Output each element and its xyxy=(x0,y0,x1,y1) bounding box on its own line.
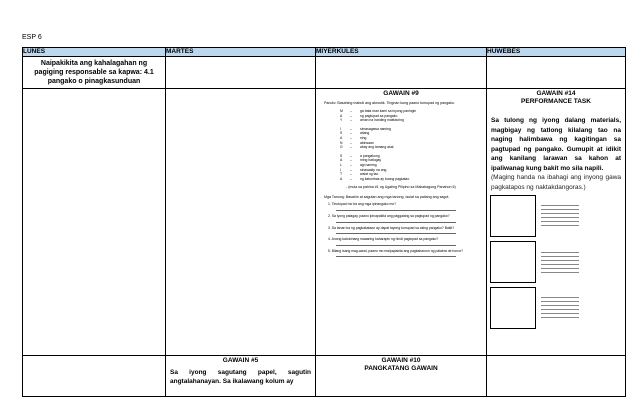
col-lunes: LUNES xyxy=(23,48,166,57)
acrostic-line: A – ng pagtupad sa pangako xyxy=(340,113,398,118)
acrostic-line: A – ming hatlogay xyxy=(340,158,382,163)
activities-row xyxy=(23,89,626,356)
gawain9-cell xyxy=(316,89,487,356)
acrostic-line: G – abay ang tamang asal xyxy=(340,145,394,150)
picture-boxes xyxy=(487,192,625,327)
acrostic-line: S – a pangakong xyxy=(340,153,380,158)
acrostic-group xyxy=(340,109,486,123)
gawain14-title: GAWAIN #14 xyxy=(536,90,576,97)
performance-task-text: Sa tulong ng iyong dalang materials, magbigay ng tatlong kilalang tao na naging halimbawa ng kagitingan sa pagtupad ng pangako. Gumupit at idikit ang kanilang larawan sa kahon at ipaliwanag kung bakit mo sila napili. xyxy=(491,117,621,172)
subject-code: ESP 6 xyxy=(22,34,42,41)
acrostic-line: Y – aman na handing maituturing xyxy=(340,118,404,123)
acrostic-group xyxy=(340,127,486,150)
gawain10-subtitle: PANGKATANG GAWAIN xyxy=(364,365,438,372)
acrostic-line: T – walat ng tao xyxy=(340,172,379,177)
objective-row xyxy=(23,57,626,89)
picture-box xyxy=(490,241,536,283)
acrostic-line: L – agi naming xyxy=(340,162,377,167)
col-huwebes: HUWEBES xyxy=(487,48,626,57)
acrostic-line: N – abinsaan xyxy=(340,140,374,145)
question-item: 4. Anong katotohang maaaring kaharapin ng hindi pagtupad sa pangako? xyxy=(328,237,480,246)
question-item: 2. Sa iyong palagay, paano ipinapakita ang paggalang sa pagtupad ng pangako? xyxy=(328,214,480,223)
lunes-objective: Naipakikita ang kahalagahan ng pagiging responsable sa kapwa: 4.1 pangako o pinagkasunduan xyxy=(34,60,154,85)
gawain10-cell xyxy=(316,356,487,397)
question-item: 5. Bilang isang mag-aaral, paano mo maipapakita ang pagkakaroon ng palabra de honor? xyxy=(328,249,480,258)
col-martes: MARTES xyxy=(166,48,316,57)
lesson-plan-table xyxy=(22,47,626,397)
acrostic-line: I – simasagawa naming xyxy=(340,126,391,131)
gawain14-subtitle: PERFORMANCE TASK xyxy=(521,98,591,105)
gawain10-title: GAWAIN #10 xyxy=(381,357,421,364)
gawain5-text: Sa iyong sagutang papel, sagutin angtalahanayan. Sa ikalawang kolum ay xyxy=(170,369,311,385)
acrostic-line: M – ga bata man kami sa inyong paningin xyxy=(340,109,417,113)
lunes-objective-cell xyxy=(23,57,166,89)
col-miyerkules: MIYERKULES xyxy=(316,48,487,57)
question-item: 1. Tinutupad mo ba ang mga ipinangako mo? xyxy=(328,202,480,211)
acrostic-line: A – ning xyxy=(340,135,367,140)
picture-box xyxy=(490,195,536,237)
gawain5-title: GAWAIN #5 xyxy=(222,357,259,364)
acrostic xyxy=(340,109,486,181)
acrostic-line: A – ng katumbas ay buong pagkatao xyxy=(340,176,410,181)
acrostic-line: S – atlang xyxy=(340,131,370,136)
gawain14-cell xyxy=(487,89,626,356)
questions-list xyxy=(328,202,480,257)
questions-label: Mga Tanong: Basahin at sagutan ang mga tanong. Isulat sa patlang ang sagot. xyxy=(324,195,450,200)
gawain9-panuto: Panuto: Basahing mabuti ang akrostik. Tingnan kung paano tumupad ng pangako. xyxy=(324,101,455,105)
acrostic-group xyxy=(340,154,486,182)
acrostic-source: - (mula sa pahina #1 ng Ugaling Pilipino sa Makabagong Panahon 6) xyxy=(346,185,456,190)
question-item: 3. Sa tanan ba ng pagkakataon ay dapat tayong tumupad sa aking pangako? Bakit? xyxy=(328,226,480,235)
picture-box xyxy=(490,287,536,329)
gawain5-cell xyxy=(166,356,316,397)
bottom-row xyxy=(23,356,626,397)
performance-task-note: (Maging handa na ibahagi ang inyong gawa pagkatapos ng naktakdangoras.) xyxy=(491,174,621,191)
acrostic-line: I – sinasaalip na ang xyxy=(340,167,387,172)
column-header-row xyxy=(23,48,626,57)
gawain9-title: GAWAIN #9 xyxy=(383,90,419,97)
